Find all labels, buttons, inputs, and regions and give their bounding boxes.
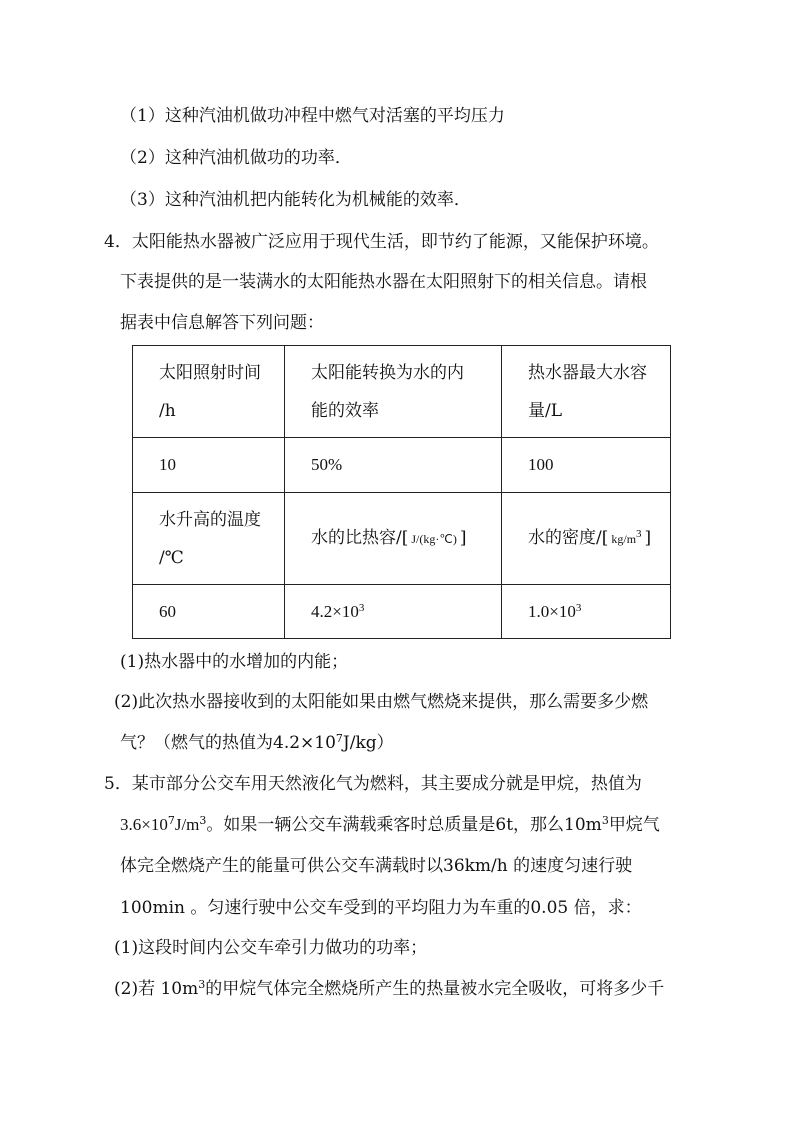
- table-cell: [133, 346, 285, 438]
- q4-line3: 据表中信息解答下列问题：: [120, 313, 324, 333]
- table-cell: 50%: [285, 438, 502, 493]
- table-cell: [502, 346, 671, 438]
- cell-text: ]: [459, 528, 467, 548]
- q4-sub2-line1: (2)此次热水器接收到的太阳能如果由燃气燃烧来提供，那么需要多少燃: [114, 692, 649, 712]
- exponent: 3: [358, 601, 365, 614]
- q4-sub1: (1)热水器中的水增加的内能；: [120, 652, 349, 672]
- table-row: [133, 493, 671, 585]
- table-cell: [133, 493, 285, 585]
- table-cell: [285, 346, 502, 438]
- exponent: 7: [335, 732, 343, 745]
- cell-text: 水的比热容/[: [311, 528, 409, 548]
- cell-text: 太阳照射时间: [159, 362, 261, 383]
- table-row: [133, 438, 671, 493]
- q3-sub1: （1）这种汽油机做功冲程中燃气对活塞的平均压力: [120, 106, 505, 126]
- table-row: [133, 585, 671, 639]
- cell-text: /h: [159, 400, 176, 421]
- solar-info-table: [132, 345, 671, 639]
- table-row: [133, 346, 671, 438]
- text: J/m: [174, 815, 200, 834]
- cell-text: 太阳能转换为水的内: [311, 362, 464, 383]
- q5-line3: 体完全燃烧产生的能量可供公交车满载时以36km/h 的速度匀速行驶: [120, 856, 633, 876]
- exponent: 3: [199, 814, 207, 827]
- q5-line2: [120, 813, 660, 837]
- text: 的甲烷气体完全燃烧所产生的热量被水完全吸收，可将多少千: [205, 979, 665, 999]
- table-cell: [502, 585, 671, 639]
- q3-sub3: （3）这种汽油机把内能转化为机械能的效率．: [120, 190, 471, 210]
- q4-line2: 下表提供的是一装满水的太阳能热水器在太阳照射下的相关信息。请根: [120, 272, 647, 292]
- q5-sub1: (1)这段时间内公交车牵引力做功的功率；: [114, 938, 428, 958]
- exponent: 3: [601, 814, 609, 827]
- cell-text: 1.0×10: [528, 601, 576, 621]
- cell-text: 水的密度/[: [528, 528, 609, 548]
- text: 3.6×10: [120, 815, 168, 834]
- q5-line4: 100min 。匀速行驶中公交车受到的平均阻力为车重的0.05 倍，求：: [120, 898, 642, 918]
- exponent: 7: [167, 814, 175, 827]
- cell-text: ]: [644, 528, 652, 548]
- text: 气？（燃气的热值为4.2×10: [120, 733, 336, 753]
- cell-text: 量/L: [528, 400, 563, 421]
- text: (2)若 10m: [114, 979, 199, 999]
- exponent: 3: [636, 528, 642, 540]
- q5-line1: 5．某市部分公交车用天然液化气为燃料，其主要成分就是甲烷，热值为: [104, 774, 642, 794]
- table-cell: 100: [502, 438, 671, 493]
- text: J/kg）: [342, 733, 394, 753]
- cell-text: 水升高的温度: [159, 509, 261, 530]
- unit-label: [608, 528, 644, 546]
- q4-line1: 4．太阳能热水器被广泛应用于现代生活，即节约了能源，又能保护环境。: [104, 232, 659, 252]
- cell-text: 能的效率: [311, 400, 379, 421]
- text: 甲烷气: [608, 815, 660, 835]
- q4-sub2-line2: [120, 731, 394, 755]
- table-cell: 60: [133, 585, 285, 639]
- exponent: 3: [575, 601, 582, 614]
- q3-sub2: （2）这种汽油机做功的功率．: [120, 148, 352, 168]
- unit-text: kg/m: [611, 532, 637, 546]
- unit-label: J/(kg·℃): [411, 532, 457, 546]
- text: 。如果一辆公交车满载乘客时总质量是6t，那么10m: [206, 815, 602, 835]
- table-cell: [502, 493, 671, 585]
- cell-text: /℃: [159, 547, 184, 568]
- cell-text: 4.2×10: [311, 601, 359, 621]
- table-cell: 10: [133, 438, 285, 493]
- exponent: 3: [198, 978, 206, 991]
- table-cell: [285, 585, 502, 639]
- table-cell: [285, 493, 502, 585]
- cell-text: 热水器最大水容: [528, 362, 647, 383]
- q5-sub2: [114, 977, 664, 1001]
